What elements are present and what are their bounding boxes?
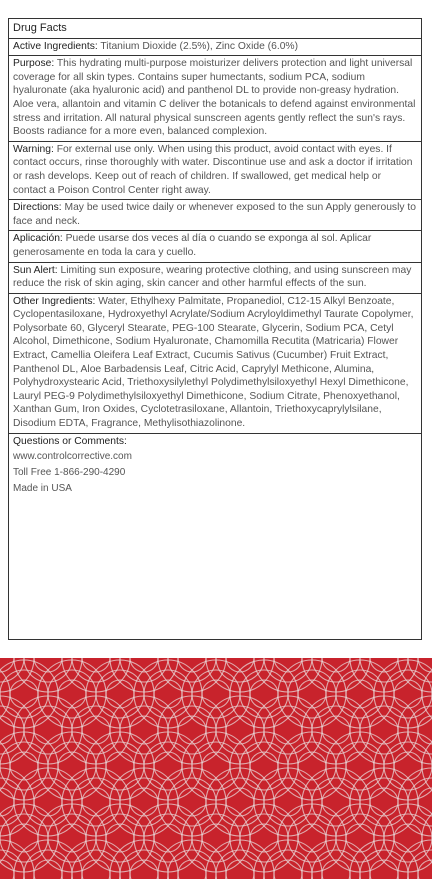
pattern-circle <box>144 670 192 718</box>
pattern-circle <box>72 778 120 826</box>
pattern-circle <box>422 660 432 728</box>
pattern-circle <box>240 814 288 862</box>
pattern-circle <box>216 850 264 879</box>
pattern-circle <box>202 680 230 708</box>
pattern-circle <box>360 706 408 754</box>
pattern-circle <box>394 752 422 780</box>
pattern-circle <box>202 752 230 780</box>
pattern-circle <box>250 824 278 852</box>
pattern-circle <box>120 706 168 754</box>
pattern-circle <box>250 680 278 708</box>
pattern-circle <box>312 778 360 826</box>
pattern-circle <box>96 742 144 790</box>
pattern-circle <box>0 670 48 718</box>
pattern-circle <box>202 824 230 852</box>
pattern-circle <box>394 824 422 852</box>
origin-text: Made in USA <box>13 482 72 494</box>
directions-text: May be used twice daily or whenever exposed to the sun Apply generously to face and neck. <box>13 202 416 227</box>
active-ingredients-heading: Active Ingredients: <box>13 40 98 52</box>
other-ingredients-text: Water, Ethylhexy Palmitate, Propanediol, C12-15 Alkyl Benzoate, Cyclopentasiloxane, Hydroxyethyl Acrylate/Sodium Acryloyldimethyl Taurate Copolymer, Polysorbate 60, Glyceryl Stearate, PEG-100 Stearate, Glycerin, Sodium PCA, Cetyl Alcohol, Dimethicone, Sodium Hyaluronate, Chamomilla Recutita (Matricaria) Flower Extract, Camellia Oleifera Leaf Extract, Cucumis Sativus (Cucumber) Fruit Extract, Panthenol DL, Aloe Barbadensis Leaf, Citric Acid, Caprylyl Methicone, Alumina, Polyhydroxystearic Acid, Triethoxysilylethyl Polydimethylsiloxyethyl Hexyl Dimethicone, Lauryl PEG-9 Polydimethylsiloxyethyl Dimethicone, Sodium Citrate, Phenoxyethanol, Xanthan Gum, Iron Oxides, Cyclotetrasiloxane, Allantoin, Triethoxycaprylylsilane, Disodium EDTA, Fragrance, Methylisothiazolinone. <box>13 295 414 430</box>
pattern-circle <box>82 788 110 816</box>
pattern-circle <box>24 778 72 826</box>
pattern-circle <box>48 814 96 862</box>
pattern-circle <box>264 778 312 826</box>
pattern-circle <box>96 670 144 718</box>
website-text: www.controlcorrective.com <box>13 450 132 462</box>
pattern-circle <box>154 752 182 780</box>
pattern-circle <box>226 788 254 816</box>
pattern-circle <box>168 850 216 879</box>
pattern-circle <box>168 706 216 754</box>
pattern-circle <box>34 716 62 744</box>
purpose-text: This hydrating multi-purpose moisturizer delivers protection and light universal coverage for all skin types. Contains super humectants, sodium PCA, sodium hyaluronate (aka hyaluronic acid) and panthenol DL to provide non-greasy hydration. Aloe vera, allantoin and vitamin C deliver the botanicals to defend against environmental stress and irritation. All natural physical sunscreen agents gently reflect the sun's rays. Boosts radiance for a more even, balanced complexion. <box>13 58 416 138</box>
pattern-circle <box>24 850 72 879</box>
pattern-circle <box>0 732 10 800</box>
pattern-circle <box>216 706 264 754</box>
aplicacion-text: Puede usarse dos veces al día o cuando se exponga al sol. Aplicar generosamente en toda la cara y cuello. <box>13 233 372 258</box>
pattern-circle <box>250 752 278 780</box>
pattern-circle <box>240 670 288 718</box>
pattern-circle <box>154 824 182 852</box>
pattern-circle <box>96 814 144 862</box>
pattern-circle <box>106 680 134 708</box>
pattern-circle <box>360 850 408 879</box>
aplicacion-heading: Aplicación: <box>13 233 63 245</box>
pattern-circle <box>226 716 254 744</box>
active-ingredients-text: Titanium Dioxide (2.5%), Zinc Oxide (6.0%) <box>97 40 299 52</box>
drug-facts-title: Drug Facts <box>9 19 421 39</box>
pattern-circle <box>384 742 432 790</box>
pattern-circle <box>346 680 374 708</box>
pattern-circle <box>24 706 72 754</box>
drug-facts-panel <box>8 18 422 640</box>
sun-alert-section <box>9 263 421 294</box>
other-ingredients-heading: Other Ingredients: <box>13 295 96 307</box>
contact-section <box>9 434 421 499</box>
pattern-circle <box>58 824 86 852</box>
pattern-circle <box>394 680 422 708</box>
pattern-circle <box>154 680 182 708</box>
pattern-circle <box>192 670 240 718</box>
pattern-circle <box>360 778 408 826</box>
pattern-circle <box>144 814 192 862</box>
pattern-circle <box>192 814 240 862</box>
pattern-circle <box>274 788 302 816</box>
pattern-circle <box>216 778 264 826</box>
pattern-circle <box>72 850 120 879</box>
warning-section <box>9 142 421 200</box>
aplicacion-section <box>9 231 421 262</box>
pattern-circle <box>322 716 350 744</box>
pattern-circle <box>34 788 62 816</box>
decorative-pattern-band <box>0 658 432 879</box>
pattern-circle <box>72 706 120 754</box>
pattern-circle <box>130 716 158 744</box>
pattern-circle <box>106 752 134 780</box>
pattern-circle <box>0 660 10 728</box>
pattern-circle <box>192 742 240 790</box>
directions-section <box>9 200 421 231</box>
pattern-circle <box>346 752 374 780</box>
pattern-circle <box>298 824 326 852</box>
pattern-circle <box>0 814 48 862</box>
warning-heading: Warning: <box>13 143 54 155</box>
contact-heading: Questions or Comments: <box>13 435 127 447</box>
pattern-circle <box>336 742 384 790</box>
pattern-circle <box>178 716 206 744</box>
pattern-circle <box>48 670 96 718</box>
pattern-circle <box>106 824 134 852</box>
pattern-circle <box>422 732 432 800</box>
pattern-circle <box>10 752 38 780</box>
directions-heading: Directions: <box>13 202 62 214</box>
pattern-circle <box>384 670 432 718</box>
pattern-circle <box>288 814 336 862</box>
pattern-circle <box>82 716 110 744</box>
pattern-circle <box>0 742 48 790</box>
pattern-circle <box>240 742 288 790</box>
pattern-circle <box>370 716 398 744</box>
active-ingredients-section <box>9 39 421 57</box>
warning-text: For external use only. When using this product, avoid contact with eyes. If contact occurs, rinse thoroughly with water. Discontinue use and ask a doctor if irritation or rash develops. Keep out of reach of children. If swallowed, get medical help or contact a Poison Control Center right away. <box>13 143 413 196</box>
pattern-circle <box>10 680 38 708</box>
pattern-circle <box>336 814 384 862</box>
pattern-circle <box>10 824 38 852</box>
pattern-circle <box>346 824 374 852</box>
pattern-circle <box>336 670 384 718</box>
pattern-circle <box>288 670 336 718</box>
pattern-circle <box>264 850 312 879</box>
pattern-circle <box>48 742 96 790</box>
pattern-circle <box>58 680 86 708</box>
pattern-circle <box>298 752 326 780</box>
pattern-circle <box>384 814 432 862</box>
other-ingredients-section <box>9 294 421 434</box>
pattern-circle <box>264 706 312 754</box>
pattern-circle <box>422 804 432 872</box>
pattern-circle <box>58 752 86 780</box>
pattern-circle <box>312 850 360 879</box>
pattern-circle <box>288 742 336 790</box>
pattern-circle <box>312 706 360 754</box>
pattern-circle <box>144 742 192 790</box>
circle-pattern-graphic <box>0 658 432 879</box>
sun-alert-text: Limiting sun exposure, wearing protective clothing, and using sunscreen may reduce the risk of skin aging, skin cancer and other harmful effects of the sun. <box>13 264 412 290</box>
pattern-circle <box>120 850 168 879</box>
purpose-heading: Purpose: <box>13 58 55 70</box>
pattern-circle <box>274 716 302 744</box>
pattern-circle <box>370 788 398 816</box>
purpose-section <box>9 56 421 142</box>
pattern-circle <box>322 788 350 816</box>
phone-text: Toll Free 1-866-290-4290 <box>13 466 126 478</box>
sun-alert-heading: Sun Alert: <box>13 264 58 276</box>
pattern-circle <box>0 804 10 872</box>
pattern-circle <box>298 680 326 708</box>
pattern-circle <box>168 778 216 826</box>
pattern-circle <box>120 778 168 826</box>
pattern-circle <box>130 788 158 816</box>
pattern-circle <box>178 788 206 816</box>
